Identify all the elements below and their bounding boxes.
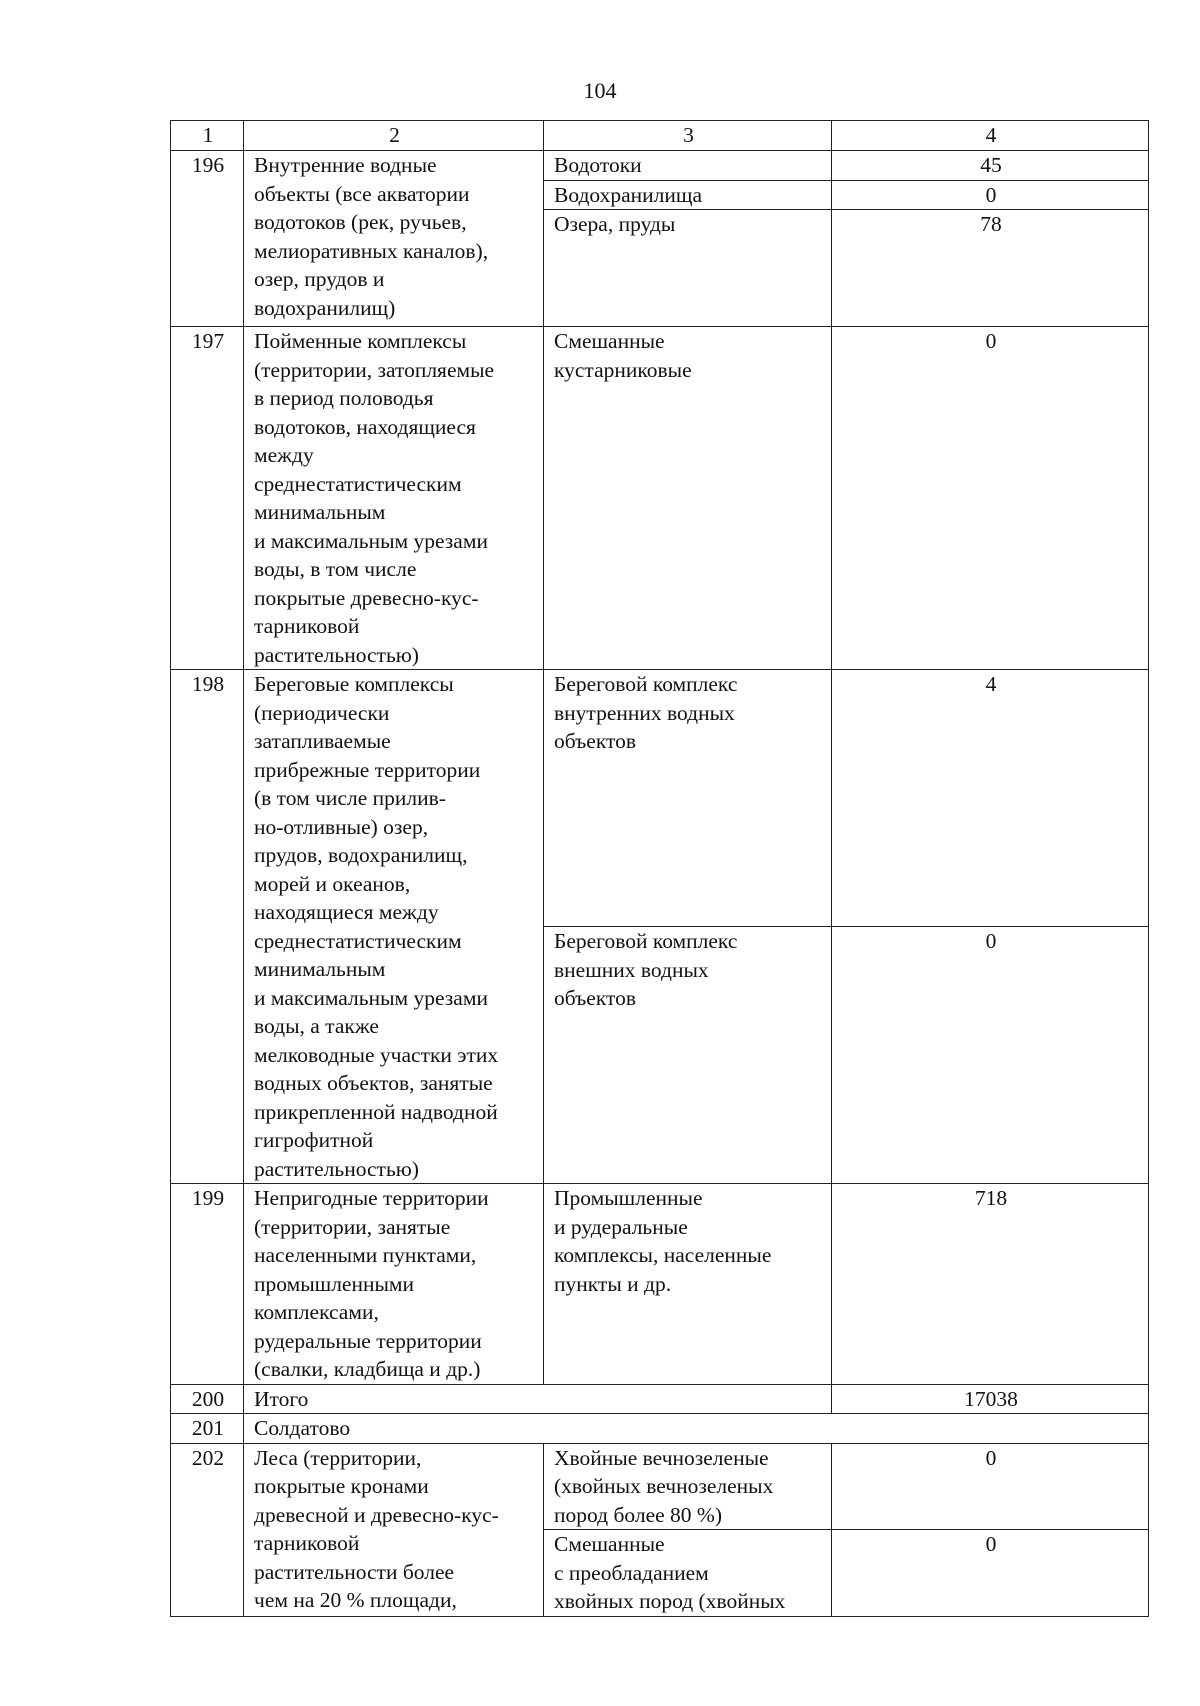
value-cell: 0 [832,180,1149,210]
value-cell: 0 [832,327,1149,670]
row-number: 202 [171,1443,244,1616]
value-cell: 78 [832,210,1149,327]
header-cell-3: 3 [544,121,832,151]
subtype-cell: Озера, пруды [544,210,832,327]
data-table [170,120,1149,1617]
subtype-cell: Смешанные кустарниковые [544,327,832,670]
subtype-cell: Береговой комплекс внутренних водных объектов [544,670,832,927]
subtype-cell: Береговой комплекс внешних водных объектов [544,927,832,1184]
value-cell: 0 [832,1530,1149,1617]
row-description: Береговые комплексы (периодически затапливаемые прибрежные территории (в том числе прилив- но-отливные) озер, прудов, водохранилищ, морей и океанов, находящиеся между среднестатистическим минимальным и максимальным урезами воды, а также мелководные участки этих водных объектов, занятые прикрепленной надводной гигрофитной растительностью) [244,670,544,1184]
subtype-cell: Смешанные с преобладанием хвойных пород (хвойных [544,1530,832,1617]
page-number: 104 [583,78,617,103]
section-row [171,1414,1149,1444]
header-cell-4: 4 [832,121,1149,151]
row-number: 197 [171,327,244,670]
row-description: Пойменные комплексы (территории, затопляемые в период половодья водотоков, находящиеся между среднестатистическим минимальным и максимальным урезами воды, в том числе покрытые древесно-кус- тарниковой растительностью) [244,327,544,670]
row-description: Непригодные территории (территории, занятые населенными пунктами, промышленными комплексами, рудеральные территории (свалки, кладбища и др.) [244,1184,544,1385]
row-number: 200 [171,1384,244,1414]
header-cell-2: 2 [244,121,544,151]
header-cell-1: 1 [171,121,244,151]
subtype-cell: Хвойные вечнозеленые (хвойных вечнозеленых пород более 80 %) [544,1443,832,1530]
table-row [171,1184,1149,1385]
subtype-cell: Промышленные и рудеральные комплексы, населенные пункты и др. [544,1184,832,1385]
value-cell: 45 [832,151,1149,181]
total-label: Итого [244,1384,832,1414]
value-cell: 0 [832,927,1149,1184]
table-header-row [171,121,1149,151]
row-number: 201 [171,1414,244,1444]
value-cell: 0 [832,1443,1149,1530]
value-cell: 4 [832,670,1149,927]
value-cell: 718 [832,1184,1149,1385]
subtype-cell: Водотоки [544,151,832,181]
row-description: Внутренние водные объекты (все акватории водотоков (рек, ручьев, мелиоративных каналов), озер, прудов и водохранилищ) [244,151,544,327]
section-title: Солдатово [244,1414,1149,1444]
table-row [171,151,1149,181]
subtype-cell: Водохранилища [544,180,832,210]
row-number: 198 [171,670,244,1184]
total-row [171,1384,1149,1414]
total-value: 17038 [832,1384,1149,1414]
table-row [171,670,1149,927]
row-number: 199 [171,1184,244,1385]
table-row [171,1443,1149,1530]
table-row [171,327,1149,670]
row-number: 196 [171,151,244,327]
row-description: Леса (территории, покрытые кронами древесной и древесно-кус- тарниковой растительности более чем на 20 % площади, [244,1443,544,1616]
